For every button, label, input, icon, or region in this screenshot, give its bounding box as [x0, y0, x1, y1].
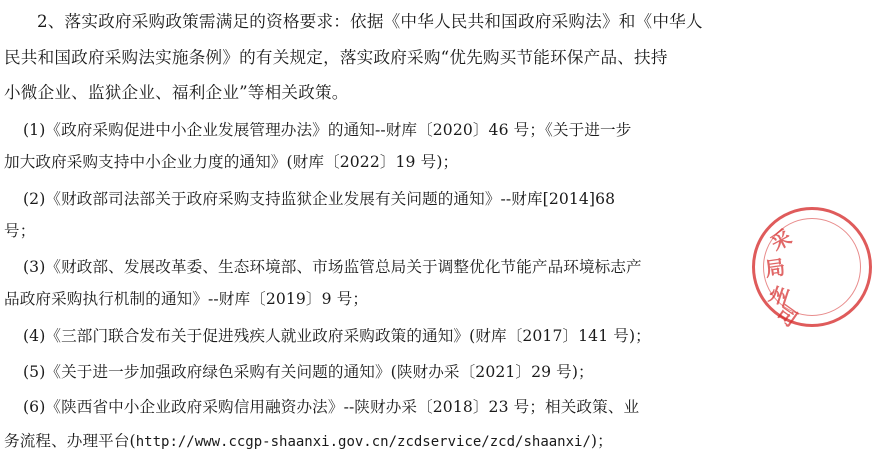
text-line: (1)《政府采购促进中小企业发展管理办法》的通知--财库〔2020〕46 号；《关于进一步	[23, 121, 632, 139]
text-line: 加大政府采购支持中小企业力度的通知》(财库〔2022〕19 号)；	[4, 153, 459, 171]
text-line: 民共和国政府采购法实施条例》的有关规定，落实政府采购“优先购买节能环保产品、扶持	[4, 48, 668, 67]
text-line	[4, 429, 613, 451]
red-seal-stamp	[752, 207, 872, 332]
text-line: 小微企业、监狱企业、福利企业”等相关政策。	[4, 83, 349, 102]
text-line: (3)《财政部、发展改革委、生态环境部、市场监管总局关于调整优化节能产品环境标志产	[23, 258, 642, 276]
seal-character: 州	[765, 281, 793, 311]
text-line: 品政府采购执行机制的通知》--财库〔2019〕9 号；	[4, 290, 369, 308]
policy-url: http://www.ccgp-shaanxi.gov.cn/zcdservice/zcd/shaanxi/	[135, 434, 591, 450]
seal-character: 局	[763, 254, 787, 282]
text-line: (6)《陕西省中小企业政府采购信用融资办法》--陕财办采〔2018〕23 号；相关政策、业	[23, 398, 640, 416]
text-segment: 务流程、办理平台(	[4, 432, 136, 450]
text-segment: )；	[590, 432, 613, 450]
seal-character: 采	[766, 224, 796, 256]
text-line: (4)《三部门联合发布关于促进残疾人就业政府采购政策的通知》(财库〔2017〕141 号)；	[23, 327, 651, 345]
seal-character: 司	[771, 300, 803, 332]
text-line: (2)《财政部司法部关于政府采购支持监狱企业发展有关问题的通知》--财库[2014]68	[23, 190, 616, 208]
text-line: 号；	[4, 222, 36, 240]
text-line: (5)《关于进一步加强政府绿色采购有关问题的通知》(陕财办采〔2021〕29 号)；	[23, 363, 594, 381]
text-line: 2、落实政府采购政策需满足的资格要求：依据《中华人民共和国政府采购法》和《中华人	[37, 12, 703, 31]
